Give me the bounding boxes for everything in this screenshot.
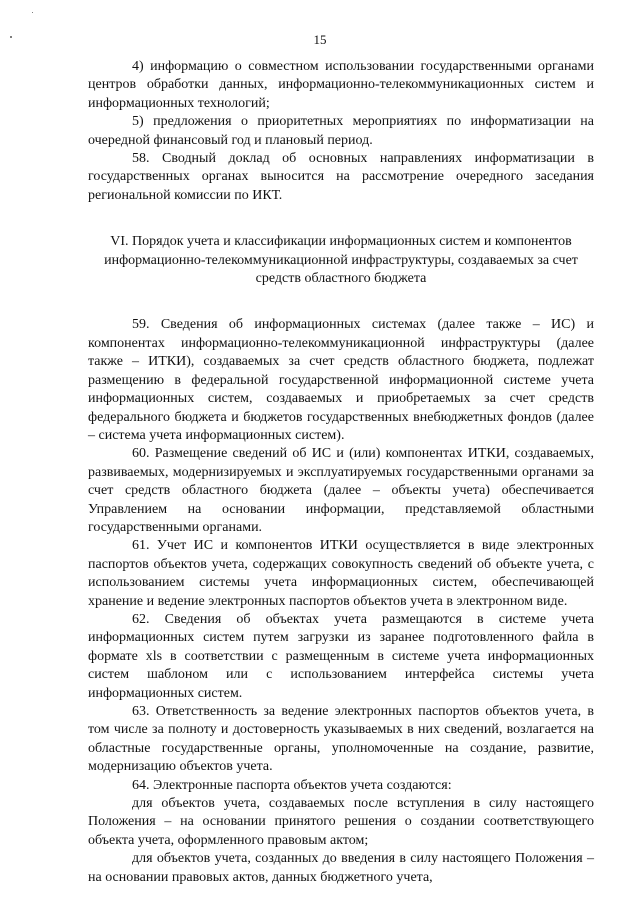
paragraph-63: 63. Ответственность за ведение электронных паспортов объектов учета, в том числе за полноту и достоверность указываемых в них сведений, возлагается на областные государственные органы, уполномоченные на создание, развитие, модернизацию объектов учета. <box>88 704 594 775</box>
paragraph-64-new-objects: для объектов учета, создаваемых после вступления в силу настоящего Положения – на основании принятого решения о создании соответствующего объекта учета, оформленного правовым актом; <box>88 796 594 848</box>
paragraph-item-4: 4) информацию о совместном использовании государственными органами центров обработки данных, информационно-телекоммуникационных систем и информационных технологий; <box>88 59 594 111</box>
document-body <box>88 58 594 887</box>
paragraph-60: 60. Размещение сведений об ИС и (или) компонентах ИТКИ, создаваемых, развиваемых, модернизируемых и эксплуатируемых государственными органами за счет средств областного бюджета (далее – объекты учета) обеспечивается Управлением на основании информации, представляемой областными государственными органами. <box>88 446 594 535</box>
paragraph-item-5: 5) предложения о приоритетных мероприятиях по информатизации на очередной финансовый год и плановый период. <box>88 114 594 148</box>
paragraph-59: 59. Сведения об информационных системах (далее также – ИС) и компонентах информационно-телекоммуникационной инфраструктуры (далее также – ИТКИ), создаваемых за счет средств областного бюджета, подлежат размещению в федеральной государственной информационной системе учета информационных систем, создаваемых и приобретаемых за счет средств федерального бюджета и бюджетов государственных внебюджетных фондов (далее – система учета информационных систем). <box>88 317 594 443</box>
scan-speck <box>32 12 33 13</box>
section-heading: VI. Порядок учета и классификации информационных систем и компонентов информационно-телекоммуникационной инфраструктуры, создаваемых за счет средств областного бюджета <box>104 234 578 287</box>
paragraph-64: 64. Электронные паспорта объектов учета создаются: <box>132 777 452 793</box>
paragraph-64-existing-objects: для объектов учета, созданных до введения в силу настоящего Положения – на основании правовых актов, данных бюджетного учета, <box>88 851 594 885</box>
page-number: 15 <box>313 32 327 47</box>
paragraph-58: 58. Сводный доклад об основных направлениях информатизации в государственных органах выносится на рассмотрение очередного заседания региональной комиссии по ИКТ. <box>88 151 594 203</box>
paragraph-62: 62. Сведения об объектах учета размещаются в системе учета информационных систем путем загрузки из заранее подготовленного файла в формате xls в соответствии с размещенным в системе учета информационных систем шаблоном или с использованием интерфейса системы учета информационных систем. <box>88 611 594 701</box>
paragraph-61: 61. Учет ИС и компонентов ИТКИ осуществляется в виде электронных паспортов объектов учета, содержащих совокупность сведений об объекте учета, с использованием системы учета информационных систем, обеспечивающей хранение и ведение электронных паспортов объектов учета в электронном виде. <box>88 538 594 609</box>
